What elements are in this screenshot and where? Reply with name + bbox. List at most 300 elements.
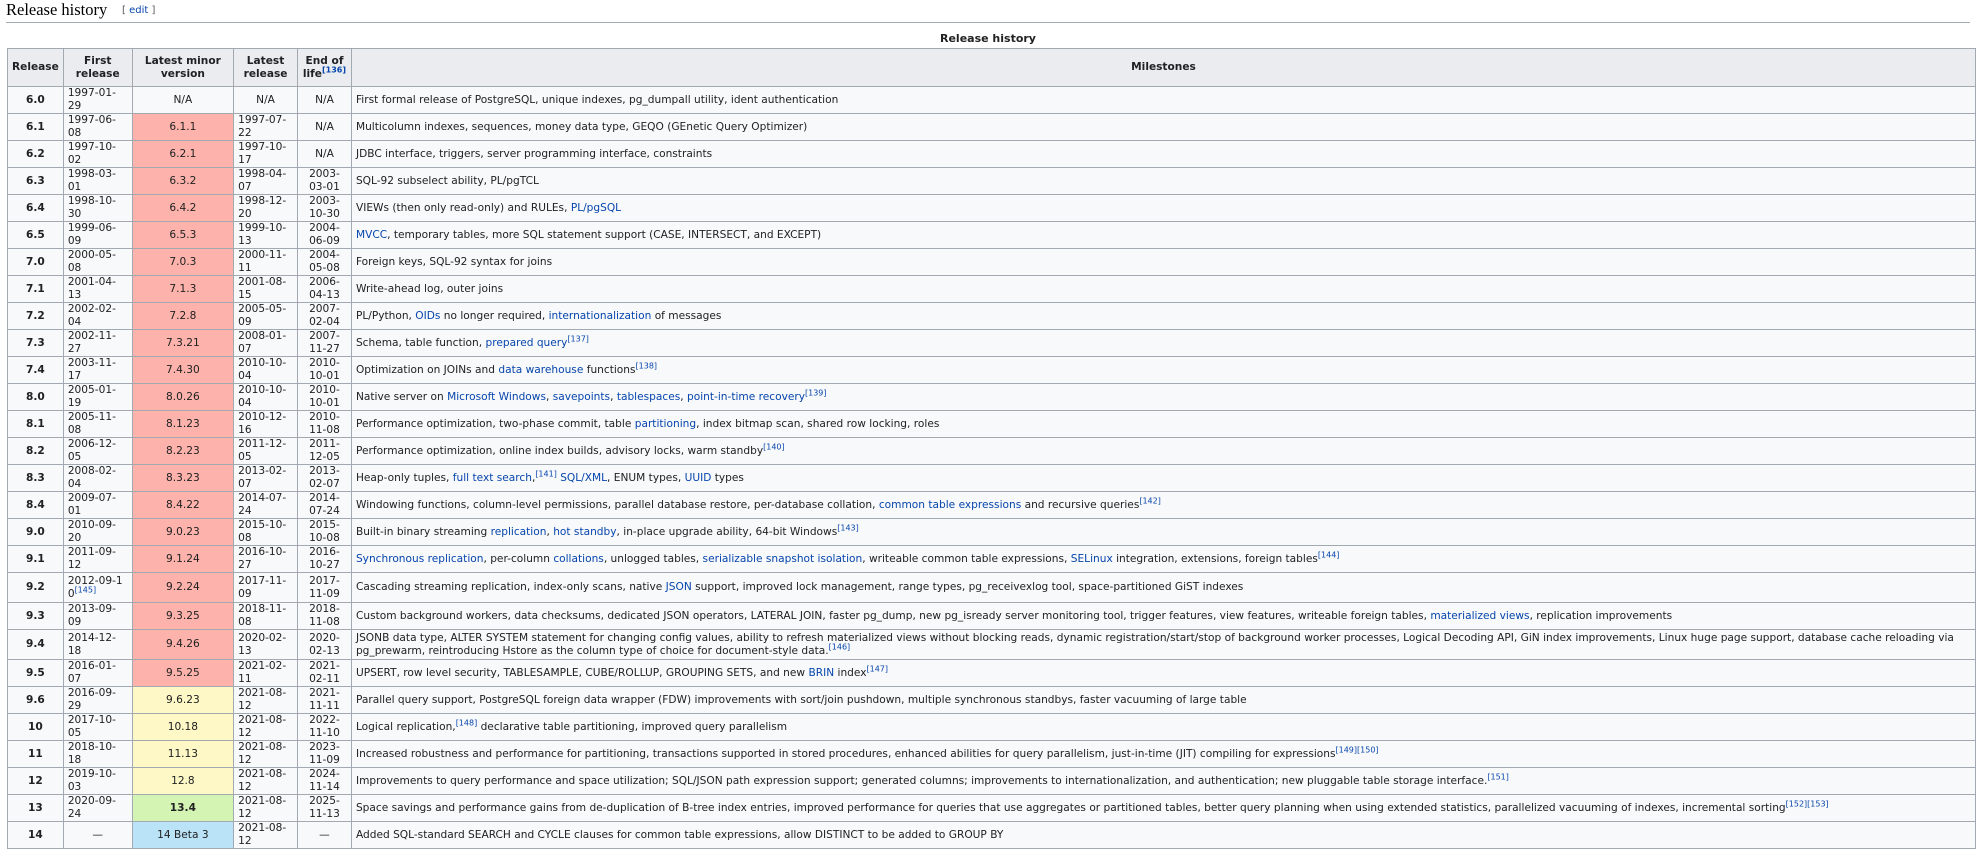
milestone-text: Foreign keys, SQL-92 syntax for joins [355, 255, 553, 268]
milestone-text: Windowing functions, column-level permissions, parallel database restore, per-database collation, [355, 498, 879, 511]
milestones-cell [351, 141, 1975, 168]
first-release-date: 2012-09-10 [67, 574, 123, 600]
table-row [8, 87, 1976, 114]
table-row [8, 384, 1976, 411]
end-of-life-cell: N/A [297, 87, 351, 114]
milestones-cell [351, 330, 1975, 357]
section-heading [6, 0, 1970, 23]
milestone-text: declarative table partitioning, improved query parallelism [477, 720, 788, 733]
milestones-cell [351, 687, 1975, 714]
first-release-cell [63, 822, 132, 849]
table-row [8, 330, 1976, 357]
milestone-text: index [834, 666, 867, 679]
latest-minor-cell: 13.4 [132, 795, 233, 822]
latest-release-cell: 2017-11-09 [234, 573, 298, 603]
table-row [8, 357, 1976, 384]
first-release-date: 2019-10-03 [67, 768, 116, 793]
milestone-text: Multicolumn indexes, sequences, money data type, GEQO (GEnetic Query Optimizer) [355, 120, 808, 133]
latest-release-cell: 2021-08-12 [234, 768, 298, 795]
latest-minor-cell: 6.1.1 [132, 114, 233, 141]
first-release-cell [63, 546, 132, 573]
milestone-link[interactable]: serializable snapshot isolation [702, 552, 863, 565]
citation-ref[interactable]: [152][153] [1785, 798, 1829, 808]
milestone-text: Logical replication, [355, 720, 456, 733]
release-cell: 8.0 [8, 384, 64, 411]
milestones-cell [351, 438, 1975, 465]
milestone-text: Schema, table function, [355, 336, 486, 349]
latest-minor-cell: 9.6.23 [132, 687, 233, 714]
release-cell: 9.0 [8, 519, 64, 546]
first-release-cell [63, 714, 132, 741]
latest-minor-cell: 9.2.24 [132, 573, 233, 603]
first-release-date: 2016-09-29 [67, 687, 116, 712]
end-of-life-cell: 2013-02-07 [297, 465, 351, 492]
end-of-life-cell: — [297, 822, 351, 849]
release-cell: 8.1 [8, 411, 64, 438]
latest-release-cell: 2008-01-07 [234, 330, 298, 357]
header-latest-release-l1: Latest [246, 54, 285, 67]
latest-release-cell: 2010-10-04 [234, 384, 298, 411]
milestone-link[interactable]: tablespaces [616, 390, 681, 403]
first-release-cell [63, 687, 132, 714]
milestone-text: , [546, 525, 554, 538]
header-first-release: First release [63, 49, 132, 87]
release-cell: 10 [8, 714, 64, 741]
milestone-text: Custom background workers, data checksums, dedicated JSON operators, LATERAL JOIN, faster pg_dump, new pg_isready server monitoring tool, trigger features, view features, writeable foreign tables, [355, 609, 1431, 622]
latest-release-cell: 2021-08-12 [234, 741, 298, 768]
table-row [8, 795, 1976, 822]
milestone-text: UPSERT, row level security, TABLESAMPLE, CUBE/ROLLUP, GROUPING SETS, and new [355, 666, 809, 679]
latest-release-cell: 2021-02-11 [234, 660, 298, 687]
header-release: Release [8, 49, 64, 87]
milestone-text: VIEWs (then only read-only) and RULEs, [355, 201, 571, 214]
latest-minor-cell: 6.2.1 [132, 141, 233, 168]
milestones-cell [351, 195, 1975, 222]
citation-ref[interactable]: [148] [455, 717, 478, 727]
milestone-link[interactable]: data warehouse [498, 363, 584, 376]
first-release-cell [63, 519, 132, 546]
latest-release-cell: 2020-02-13 [234, 630, 298, 660]
first-release-date: 2010-09-20 [67, 519, 116, 544]
milestone-text: , temporary tables, more SQL statement support (CASE, INTERSECT, and EXCEPT) [387, 228, 822, 241]
release-cell: 8.4 [8, 492, 64, 519]
table-row [8, 114, 1976, 141]
latest-minor-cell: 9.1.24 [132, 546, 233, 573]
milestone-link[interactable]: Microsoft Windows [447, 390, 546, 403]
latest-minor-cell: 9.3.25 [132, 603, 233, 630]
citation-ref[interactable]: [145] [74, 584, 97, 594]
edit-bracket-open: [ [122, 5, 126, 16]
release-cell: 9.4 [8, 630, 64, 660]
milestones-cell [351, 768, 1975, 795]
release-cell: 7.3 [8, 330, 64, 357]
milestones-cell [351, 492, 1975, 519]
release-cell: 6.2 [8, 141, 64, 168]
latest-release-cell: 2021-08-12 [234, 687, 298, 714]
citation-ref[interactable]: [140] [763, 441, 785, 451]
latest-minor-cell: 14 Beta 3 [132, 822, 233, 849]
latest-release-cell: 2021-08-12 [234, 795, 298, 822]
first-release-date: 2013-09-09 [67, 603, 116, 628]
milestones-cell [351, 357, 1975, 384]
table-row [8, 492, 1976, 519]
milestone-text: , writeable common table expressions, [862, 552, 1071, 565]
milestones-cell [351, 168, 1975, 195]
citation-ref[interactable]: [144] [1317, 549, 1340, 559]
edit-bracket-close: ] [151, 5, 156, 16]
table-row [8, 603, 1976, 630]
milestone-link[interactable]: hot standby [553, 525, 617, 538]
milestone-text: , [680, 390, 687, 403]
milestones-cell [351, 411, 1975, 438]
first-release-date: 2005-01-19 [67, 384, 116, 409]
latest-release-cell: 2014-07-24 [234, 492, 298, 519]
end-of-life-cell: 2003-10-30 [297, 195, 351, 222]
first-release-cell [63, 795, 132, 822]
release-cell: 6.1 [8, 114, 64, 141]
milestone-text: SQL-92 subselect ability, PL/pgTCL [355, 174, 539, 187]
first-release-cell [63, 492, 132, 519]
first-release-date: 2018-10-18 [67, 741, 116, 766]
first-release-date: 1999-06-09 [67, 222, 116, 247]
release-cell: 7.1 [8, 276, 64, 303]
latest-release-cell: 1998-04-07 [234, 168, 298, 195]
latest-release-cell: 2021-08-12 [234, 822, 298, 849]
first-release-cell [63, 87, 132, 114]
latest-minor-cell: 6.4.2 [132, 195, 233, 222]
first-release-cell [63, 603, 132, 630]
release-cell: 8.2 [8, 438, 64, 465]
milestone-link[interactable]: UUID [684, 471, 712, 484]
edit-link[interactable]: edit [129, 5, 149, 16]
first-release-cell [63, 114, 132, 141]
header-eol-l1: End of [305, 54, 344, 67]
milestone-link[interactable]: materialized views [1430, 609, 1530, 622]
milestone-text: Optimization on JOINs and [355, 363, 499, 376]
milestone-text: Native server on [355, 390, 448, 403]
first-release-cell [63, 222, 132, 249]
release-cell: 6.5 [8, 222, 64, 249]
release-cell: 9.6 [8, 687, 64, 714]
table-row [8, 630, 1976, 660]
table-row [8, 438, 1976, 465]
milestone-link[interactable]: OIDs [415, 309, 441, 322]
table-row [8, 249, 1976, 276]
first-release-cell [63, 630, 132, 660]
table-row [8, 519, 1976, 546]
latest-minor-cell: 9.4.26 [132, 630, 233, 660]
milestones-cell [351, 714, 1975, 741]
citation-ref[interactable]: [137] [567, 333, 589, 343]
latest-minor-cell: 7.1.3 [132, 276, 233, 303]
milestone-text: Cascading streaming replication, index-only scans, native [355, 581, 666, 593]
milestones-cell [351, 249, 1975, 276]
latest-minor-cell: 8.0.26 [132, 384, 233, 411]
milestone-text: , replication improvements [1529, 609, 1673, 622]
milestone-text: , index bitmap scan, shared row locking, roles [696, 417, 940, 430]
table-body [8, 87, 1976, 849]
release-cell: 6.3 [8, 168, 64, 195]
latest-minor-cell: 12.8 [132, 768, 233, 795]
milestone-text: integration, extensions, foreign tables [1112, 552, 1318, 565]
first-release-date: 2020-09-24 [67, 795, 116, 820]
end-of-life-cell: 2018-11-08 [297, 603, 351, 630]
end-of-life-cell: 2003-03-01 [297, 168, 351, 195]
table-row [8, 822, 1976, 849]
milestones-cell [351, 603, 1975, 630]
first-release-date: 2008-02-04 [67, 465, 116, 490]
first-release-date: 2011-09-12 [67, 546, 116, 571]
latest-minor-cell: 10.18 [132, 714, 233, 741]
latest-minor-cell: 11.13 [132, 741, 233, 768]
latest-release-cell: 2001-08-15 [234, 276, 298, 303]
milestone-link[interactable]: point-in-time recovery [687, 390, 805, 403]
release-cell: 6.0 [8, 87, 64, 114]
latest-release-cell: 2021-08-12 [234, 714, 298, 741]
citation-ref[interactable]: [149][150] [1335, 744, 1379, 754]
end-of-life-cell: 2006-04-13 [297, 276, 351, 303]
latest-minor-cell: 9.0.23 [132, 519, 233, 546]
first-release-date: 2000-05-08 [67, 249, 116, 274]
first-release-date: 2016-01-07 [67, 660, 116, 685]
latest-release-cell: 1997-07-22 [234, 114, 298, 141]
end-of-life-cell: 2025-11-13 [297, 795, 351, 822]
milestone-text: , in-place upgrade ability, 64-bit Windows [616, 525, 838, 538]
citation-ref[interactable]: [146] [828, 641, 851, 651]
table-row [8, 222, 1976, 249]
first-release-cell [63, 276, 132, 303]
citation-ref[interactable]: [143] [837, 522, 859, 532]
first-release-date: 2002-02-04 [67, 303, 116, 328]
latest-minor-cell: 7.0.3 [132, 249, 233, 276]
end-of-life-cell: 2017-11-09 [297, 573, 351, 603]
table-row [8, 276, 1976, 303]
latest-minor-cell: 9.5.25 [132, 660, 233, 687]
milestone-text: First formal release of PostgreSQL, unique indexes, pg_dumpall utility, ident authentication [355, 93, 839, 106]
first-release-cell [63, 303, 132, 330]
table-row [8, 303, 1976, 330]
first-release-date: 1998-10-30 [67, 195, 116, 220]
milestone-link[interactable]: full text search [452, 471, 532, 484]
latest-minor-cell: 8.4.22 [132, 492, 233, 519]
first-release-cell [63, 438, 132, 465]
first-release-date: 1997-10-02 [67, 141, 116, 166]
citation-ref[interactable]: [138] [635, 360, 658, 370]
milestone-link[interactable]: replication [490, 525, 547, 538]
milestones-cell [351, 384, 1975, 411]
first-release-cell [63, 411, 132, 438]
milestone-link[interactable]: MVCC [355, 228, 388, 241]
milestone-text: Parallel query support, PostgreSQL foreign data wrapper (FDW) improvements with sort/join pushdown, multiple synchronous standbys, faster vacuuming of large table [355, 693, 1247, 706]
end-of-life-cell: 2016-10-27 [297, 546, 351, 573]
milestone-link[interactable]: savepoints [552, 390, 611, 403]
release-cell: 7.4 [8, 357, 64, 384]
latest-minor-cell: 8.2.23 [132, 438, 233, 465]
header-eol-l2: life [302, 67, 322, 80]
end-of-life-cell: 2021-02-11 [297, 660, 351, 687]
end-of-life-cell: 2011-12-05 [297, 438, 351, 465]
milestone-text: Space savings and performance gains from de-duplication of B-tree index entries, improved performance for queries that use aggregates or partitioned tables, better query planning when using extended statistics, parallelized vacuuming of indexes, incremental sorting [355, 801, 1786, 814]
milestone-text: PL/Python, [355, 309, 416, 322]
header-end-of-life [297, 49, 351, 87]
first-release-cell [63, 141, 132, 168]
latest-release-cell: N/A [234, 87, 298, 114]
release-cell: 9.3 [8, 603, 64, 630]
milestones-cell [351, 222, 1975, 249]
release-cell: 12 [8, 768, 64, 795]
milestone-link[interactable]: BRIN [808, 666, 835, 679]
milestones-cell [351, 276, 1975, 303]
end-of-life-cell: 2010-10-01 [297, 384, 351, 411]
milestone-text: , ENUM types, [607, 471, 685, 484]
milestone-text: types [711, 471, 744, 484]
milestone-text: , unlogged tables, [603, 552, 703, 565]
milestone-text: support, improved lock management, range types, pg_receivexlog tool, space-partitioned GiST indexes [691, 581, 1244, 593]
milestone-link[interactable]: SELinux [1070, 552, 1113, 565]
milestones-cell [351, 465, 1975, 492]
latest-release-cell: 2010-10-04 [234, 357, 298, 384]
milestone-link[interactable]: collations [553, 552, 604, 565]
first-release-date: 1997-01-29 [67, 87, 116, 112]
milestone-text: , per-column [483, 552, 554, 565]
milestones-cell [351, 303, 1975, 330]
milestone-link[interactable]: internationalization [548, 309, 652, 322]
milestone-text: Improvements to query performance and space utilization; SQL/JSON path expression support; generated columns; improvements to internationalization, and authentication; new pluggable table storage interface. [355, 774, 1488, 787]
latest-release-cell: 2015-10-08 [234, 519, 298, 546]
first-release-cell [63, 465, 132, 492]
first-release-cell [63, 249, 132, 276]
first-release-cell [63, 168, 132, 195]
header-latest-minor-l2: version [160, 67, 205, 80]
table-row [8, 660, 1976, 687]
header-milestones: Milestones [351, 49, 1975, 87]
milestones-cell [351, 114, 1975, 141]
end-of-life-cell: 2021-11-11 [297, 687, 351, 714]
release-cell: 7.0 [8, 249, 64, 276]
latest-minor-cell: 8.1.23 [132, 411, 233, 438]
table-row [8, 687, 1976, 714]
milestones-cell [351, 795, 1975, 822]
table-row [8, 768, 1976, 795]
latest-release-cell: 1998-12-20 [234, 195, 298, 222]
first-release-date: 2002-11-27 [67, 330, 116, 355]
milestones-cell [351, 519, 1975, 546]
end-of-life-cell: 2022-11-10 [297, 714, 351, 741]
citation-ref[interactable]: [147] [866, 663, 889, 673]
first-release-cell [63, 768, 132, 795]
latest-release-cell: 1999-10-13 [234, 222, 298, 249]
first-release-date: 1998-03-01 [67, 168, 116, 193]
section-title: Release history [6, 0, 108, 19]
end-of-life-cell: 2024-11-14 [297, 768, 351, 795]
end-of-life-cell: 2010-11-08 [297, 411, 351, 438]
release-cell: 9.5 [8, 660, 64, 687]
first-release-cell [63, 330, 132, 357]
table-row [8, 141, 1976, 168]
header-latest-release [234, 49, 298, 87]
milestones-cell [351, 87, 1975, 114]
latest-release-cell: 2016-10-27 [234, 546, 298, 573]
milestones-cell [351, 822, 1975, 849]
release-history-table [7, 48, 1976, 849]
latest-minor-cell: 8.3.23 [132, 465, 233, 492]
milestone-link[interactable]: Synchronous replication [355, 552, 484, 565]
release-cell: 6.4 [8, 195, 64, 222]
first-release-date: 2003-11-17 [67, 357, 116, 382]
end-of-life-cell: 2004-06-09 [297, 222, 351, 249]
release-cell: 8.3 [8, 465, 64, 492]
milestone-text: Performance optimization, two-phase commit, table [355, 417, 635, 430]
milestone-text: Built-in binary streaming [355, 525, 491, 538]
latest-minor-cell: 6.3.2 [132, 168, 233, 195]
release-cell: 11 [8, 741, 64, 768]
latest-release-cell: 2000-11-11 [234, 249, 298, 276]
milestones-cell [351, 741, 1975, 768]
first-release-cell [63, 384, 132, 411]
milestone-text: no longer required, [440, 309, 549, 322]
release-cell: 7.2 [8, 303, 64, 330]
milestone-link[interactable]: common table expressions [878, 498, 1022, 511]
milestone-text: , [610, 390, 617, 403]
first-release-date: 2005-11-08 [67, 411, 116, 436]
milestone-text: and recursive queries [1021, 498, 1140, 511]
latest-release-cell: 2013-02-07 [234, 465, 298, 492]
milestone-link[interactable]: JSON [665, 581, 692, 593]
first-release-cell [63, 660, 132, 687]
table-row [8, 573, 1976, 603]
first-release-date: 2006-12-05 [67, 438, 116, 463]
latest-minor-cell: 7.3.21 [132, 330, 233, 357]
end-of-life-cell: 2007-02-04 [297, 303, 351, 330]
milestones-cell [351, 546, 1975, 573]
header-latest-minor [132, 49, 233, 87]
end-of-life-cell: 2023-11-09 [297, 741, 351, 768]
milestones-cell [351, 573, 1975, 603]
milestone-link[interactable]: SQL/XML [560, 471, 608, 484]
latest-minor-cell: 7.2.8 [132, 303, 233, 330]
citation-ref[interactable]: [139] [804, 387, 827, 397]
citation-ref[interactable]: [142] [1139, 495, 1161, 505]
header-latest-minor-l1: Latest minor [144, 54, 221, 67]
section-edit [122, 5, 155, 16]
release-cell: 14 [8, 822, 64, 849]
latest-release-cell: 2010-12-16 [234, 411, 298, 438]
release-cell: 9.2 [8, 573, 64, 603]
latest-release-cell: 2011-12-05 [234, 438, 298, 465]
latest-minor-cell: 6.5.3 [132, 222, 233, 249]
milestone-text: Heap-only tuples, [355, 471, 453, 484]
table-row [8, 714, 1976, 741]
first-release-date: 2014-12-18 [67, 631, 116, 657]
header-eol-ref[interactable]: [136] [321, 64, 346, 74]
end-of-life-cell: N/A [297, 141, 351, 168]
release-cell: 13 [8, 795, 64, 822]
citation-ref[interactable]: [141] [535, 468, 557, 478]
citation-ref[interactable]: [151] [1487, 771, 1509, 781]
latest-minor-cell: N/A [132, 87, 233, 114]
milestone-link[interactable]: prepared query [485, 336, 568, 349]
table-row [8, 465, 1976, 492]
first-release-cell [63, 741, 132, 768]
milestone-text: Write-ahead log, outer joins [355, 282, 504, 295]
latest-minor-cell: 7.4.30 [132, 357, 233, 384]
milestone-text: , [545, 390, 553, 403]
milestone-link[interactable]: PL/pgSQL [570, 201, 622, 214]
latest-release-cell: 2005-05-09 [234, 303, 298, 330]
end-of-life-cell: 2014-07-24 [297, 492, 351, 519]
latest-release-cell: 2018-11-08 [234, 603, 298, 630]
milestone-link[interactable]: partitioning [634, 417, 697, 430]
